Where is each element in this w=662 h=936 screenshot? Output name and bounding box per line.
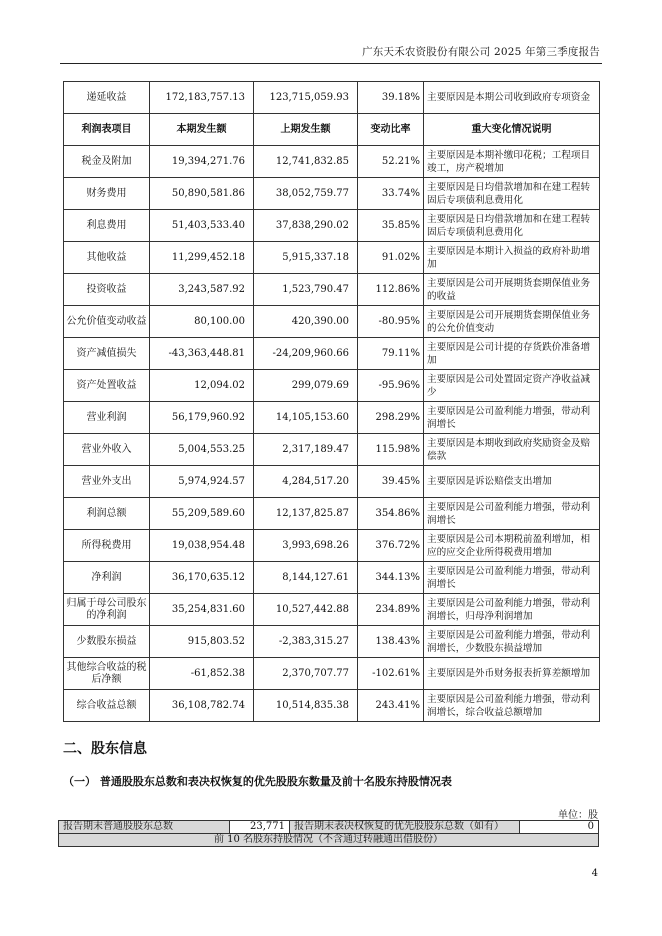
- table-row: [64, 466, 600, 498]
- table-row: [64, 626, 600, 658]
- table-row: [64, 210, 600, 242]
- row-previous: -24,209,960.66: [254, 338, 358, 370]
- table-row: [64, 274, 600, 306]
- row-previous: 5,915,337.18: [254, 242, 358, 274]
- row-current: 5,974,924.57: [150, 466, 254, 498]
- preferred-shareholders-value: 0: [520, 821, 599, 834]
- table-header-row: [64, 114, 600, 146]
- unit-label: 单位：股: [558, 810, 598, 821]
- common-shareholders-value: 23,771: [230, 821, 290, 834]
- section-subtitle: （一） 普通股股东总数和表决权恢复的优先股股东数量及前十名股东持股情况表: [63, 775, 452, 788]
- table-row: [64, 338, 600, 370]
- row-current: 36,108,782.74: [150, 690, 254, 722]
- row-previous: 8,144,127.61: [254, 562, 358, 594]
- row-note: 主要原因是公司盈利能力增强，带动利润增长: [424, 498, 600, 530]
- row-item: 净利润: [64, 562, 150, 594]
- row-current: 3,243,587.92: [150, 274, 254, 306]
- table-row: [64, 402, 600, 434]
- row-item: 营业利润: [64, 402, 150, 434]
- top10-shareholders-label: 前 10 名股东持股情况（不含通过转融通出借股份）: [59, 834, 599, 847]
- row-previous: 10,514,835.38: [254, 690, 358, 722]
- row-current: 12,094.02: [150, 370, 254, 402]
- preferred-shareholders-label: 报告期末表决权恢复的优先股股东总数（如有）: [290, 821, 520, 834]
- row-current: 50,890,581.86: [150, 178, 254, 210]
- table-row: [64, 690, 600, 722]
- row-change: 79.11%: [358, 338, 424, 370]
- row-note: 主要原因是公司盈利能力增强，带动利润增长，少数股东损益增加: [424, 626, 600, 658]
- header-item: 利润表项目: [64, 114, 150, 146]
- row-current: 172,183,757.13: [150, 82, 254, 114]
- row-note: 主要原因是外币财务报表折算差额增加: [424, 658, 600, 690]
- row-previous: 420,390.00: [254, 306, 358, 338]
- shareholder-count-row: [59, 821, 599, 834]
- row-item: 所得税费用: [64, 530, 150, 562]
- row-change: 39.18%: [358, 82, 424, 114]
- row-note: 主要原因是本期补缴印花税；工程项目竣工，房产税增加: [424, 146, 600, 178]
- row-note: 主要原因是本期收到政府奖励资金及赔偿款: [424, 434, 600, 466]
- row-previous: -2,383,315.27: [254, 626, 358, 658]
- row-previous: 14,105,153.60: [254, 402, 358, 434]
- row-change: 234.89%: [358, 594, 424, 626]
- table-row: [64, 498, 600, 530]
- row-item: 其他收益: [64, 242, 150, 274]
- row-previous: 12,741,832.85: [254, 146, 358, 178]
- table-row: [64, 178, 600, 210]
- row-note: 主要原因是公司盈利能力增强，带动利润增长，综合收益总额增加: [424, 690, 600, 722]
- row-item: 营业外支出: [64, 466, 150, 498]
- row-current: 80,100.00: [150, 306, 254, 338]
- row-previous: 2,370,707.77: [254, 658, 358, 690]
- row-current: 36,170,635.12: [150, 562, 254, 594]
- row-item: 税金及附加: [64, 146, 150, 178]
- row-note: 主要原因是日均借款增加和在建工程转固后专项债利息费用化: [424, 210, 600, 242]
- row-item: 财务费用: [64, 178, 150, 210]
- row-note: 主要原因是本期公司收到政府专项资金: [424, 82, 600, 114]
- row-previous: 123,715,059.93: [254, 82, 358, 114]
- table-row: [64, 146, 600, 178]
- table-row: [64, 530, 600, 562]
- row-item: 利息费用: [64, 210, 150, 242]
- row-change: 52.21%: [358, 146, 424, 178]
- row-note: 主要原因是公司盈利能力增强，带动利润增长: [424, 562, 600, 594]
- row-change: 112.86%: [358, 274, 424, 306]
- shareholder-table: [58, 820, 599, 847]
- row-item: 资产处置收益: [64, 370, 150, 402]
- row-change: -95.96%: [358, 370, 424, 402]
- row-note: 主要原因是公司盈利能力增强，带动利润增长，归母净利润增加: [424, 594, 600, 626]
- row-previous: 1,523,790.47: [254, 274, 358, 306]
- table-row: [64, 434, 600, 466]
- header-note: 重大变化情况说明: [424, 114, 600, 146]
- row-current: 51,403,533.40: [150, 210, 254, 242]
- header-divider: [60, 63, 602, 64]
- table-row: [64, 82, 600, 114]
- row-change: 298.29%: [358, 402, 424, 434]
- row-previous: 12,137,825.87: [254, 498, 358, 530]
- section-title: 二、股东信息: [63, 741, 147, 757]
- row-change: -80.95%: [358, 306, 424, 338]
- row-item: 投资收益: [64, 274, 150, 306]
- row-note: 主要原因是公司计提的存货跌价准备增加: [424, 338, 600, 370]
- table-row: [64, 306, 600, 338]
- row-note: 主要原因是公司开展期货套期保值业务的公允价值变动: [424, 306, 600, 338]
- row-current: 5,004,553.25: [150, 434, 254, 466]
- row-item: 其他综合收益的税后净额: [64, 658, 150, 690]
- row-change: 376.72%: [358, 530, 424, 562]
- row-current: -43,363,448.81: [150, 338, 254, 370]
- page-number: 4: [591, 868, 598, 879]
- row-note: 主要原因是诉讼赔偿支出增加: [424, 466, 600, 498]
- row-item: 归属于母公司股东的净利润: [64, 594, 150, 626]
- row-note: 主要原因是本期计入损益的政府补助增加: [424, 242, 600, 274]
- row-previous: 3,993,698.26: [254, 530, 358, 562]
- row-previous: 10,527,442.88: [254, 594, 358, 626]
- row-current: 915,803.52: [150, 626, 254, 658]
- row-previous: 2,317,189.47: [254, 434, 358, 466]
- row-change: 115.98%: [358, 434, 424, 466]
- row-current: -61,852.38: [150, 658, 254, 690]
- common-shareholders-label: 报告期末普通股股东总数: [59, 821, 230, 834]
- row-note: 主要原因是日均借款增加和在建工程转固后专项债利息费用化: [424, 178, 600, 210]
- income-statement-changes-table: [63, 81, 600, 722]
- top10-header-row: [59, 834, 599, 847]
- row-item: 资产减值损失: [64, 338, 150, 370]
- row-previous: 4,284,517.20: [254, 466, 358, 498]
- row-previous: 299,079.69: [254, 370, 358, 402]
- row-item: 递延收益: [64, 82, 150, 114]
- row-item: 营业外收入: [64, 434, 150, 466]
- row-item: 少数股东损益: [64, 626, 150, 658]
- table-row: [64, 594, 600, 626]
- row-change: 91.02%: [358, 242, 424, 274]
- row-change: 138.43%: [358, 626, 424, 658]
- table-row: [64, 242, 600, 274]
- row-change: 243.41%: [358, 690, 424, 722]
- row-current: 19,394,271.76: [150, 146, 254, 178]
- row-previous: 37,838,290.02: [254, 210, 358, 242]
- header-previous: 上期发生额: [254, 114, 358, 146]
- row-current: 35,254,831.60: [150, 594, 254, 626]
- table-row: [64, 370, 600, 402]
- header-change: 变动比率: [358, 114, 424, 146]
- row-note: 主要原因是公司盈利能力增强，带动利润增长: [424, 402, 600, 434]
- row-change: 354.86%: [358, 498, 424, 530]
- row-change: 33.74%: [358, 178, 424, 210]
- page-header: 广东天禾农资股份有限公司 2025 年第三季度报告: [362, 46, 600, 58]
- row-item: 综合收益总额: [64, 690, 150, 722]
- row-change: 35.85%: [358, 210, 424, 242]
- row-note: 主要原因是公司开展期货套期保值业务的收益: [424, 274, 600, 306]
- row-change: 344.13%: [358, 562, 424, 594]
- row-change: -102.61%: [358, 658, 424, 690]
- row-current: 19,038,954.48: [150, 530, 254, 562]
- row-item: 公允价值变动收益: [64, 306, 150, 338]
- row-change: 39.45%: [358, 466, 424, 498]
- table-row: [64, 658, 600, 690]
- row-previous: 38,052,759.77: [254, 178, 358, 210]
- row-current: 11,299,452.18: [150, 242, 254, 274]
- row-item: 利润总额: [64, 498, 150, 530]
- row-note: 主要原因是公司本期税前盈利增加，相应的应交企业所得税费用增加: [424, 530, 600, 562]
- table-row: [64, 562, 600, 594]
- row-note: 主要原因是公司处置固定资产净收益减少: [424, 370, 600, 402]
- header-current: 本期发生额: [150, 114, 254, 146]
- row-current: 55,209,589.60: [150, 498, 254, 530]
- row-current: 56,179,960.92: [150, 402, 254, 434]
